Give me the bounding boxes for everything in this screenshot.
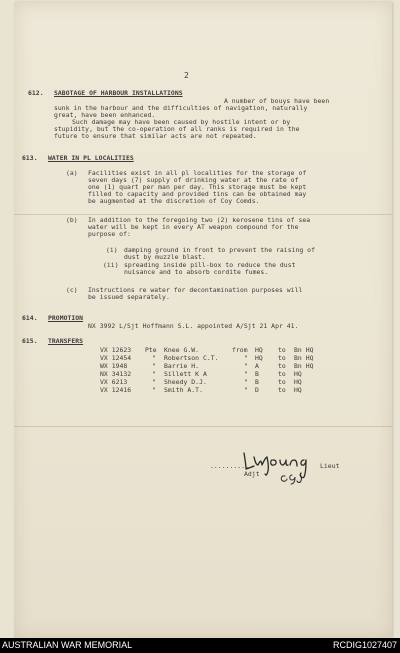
serial-cell: VX 6213 — [100, 378, 128, 386]
to-cell: Bn HQ — [294, 346, 314, 354]
item-marker: (c) — [66, 286, 78, 294]
body-line: NX 3992 L/Sjt Hoffmann S.L. appointed A/Sjt 21 Apr 41. — [88, 322, 299, 330]
rank-cell: " — [152, 354, 156, 362]
body-line: sunk in the harbour and the difficulties of navigation, naturally — [54, 104, 308, 112]
body-line: water will be kept in every AT weapon compound for the — [88, 223, 299, 231]
name-cell: Sillett K A — [164, 370, 207, 378]
from-label-cell: " — [244, 362, 248, 370]
to-label-cell: to — [278, 370, 286, 378]
section-heading: WATER IN PL LOCALITIES — [48, 154, 134, 162]
from-cell: HQ — [255, 346, 263, 354]
body-line: seven days (7) supply of drinking water at the rate of — [88, 176, 299, 184]
body-line: A number of bouys have been — [224, 97, 330, 105]
serial-cell: VX 12416 — [100, 386, 132, 394]
section-heading: PROMOTION — [48, 314, 84, 322]
document-page — [14, 2, 392, 638]
section-number: 613. — [22, 154, 38, 162]
signature-dots: ........... — [210, 462, 253, 470]
body-line: be issued separately. — [88, 293, 170, 301]
name-cell: Robertson C.T. — [164, 354, 219, 362]
rank-cell: " — [152, 362, 156, 370]
body-line: stupidity, but the co-operation of all ranks is required in the — [54, 125, 300, 133]
to-label-cell: to — [278, 378, 286, 386]
body-line: great, have been enhanced. — [54, 111, 156, 119]
to-label-cell: to — [278, 354, 286, 362]
rank-cell: " — [152, 378, 156, 386]
to-label-cell: to — [278, 346, 286, 354]
from-cell: D — [255, 386, 259, 394]
name-cell: Sheedy D.J. — [164, 378, 207, 386]
fold-crease — [14, 426, 392, 427]
body-line: be augmented at the discretion of Coy Comds. — [88, 197, 260, 205]
signature-rank: Lieut — [320, 462, 340, 470]
from-label-cell: " — [244, 370, 248, 378]
body-line: Instructions re water for decontamination purposes will — [88, 286, 303, 294]
body-line: dust by muzzle blast. — [124, 253, 206, 261]
from-cell: HQ — [255, 354, 263, 362]
from-cell: B — [255, 370, 259, 378]
rank-cell: " — [152, 370, 156, 378]
to-cell: Bn HQ — [294, 362, 314, 370]
body-line: future to ensure that similar acts are not repeated. — [54, 132, 257, 140]
to-cell: Bn HQ — [294, 354, 314, 362]
archive-name: AUSTRALIAN WAR MEMORIAL — [2, 640, 133, 650]
body-line: purpose of: — [88, 230, 131, 238]
section-number: 614. — [22, 314, 38, 322]
to-cell: HQ — [294, 386, 302, 394]
body-line: In addition to the foregoing two (2) kerosene tins of sea — [88, 216, 311, 224]
body-line: spreading inside pill-box to reduce the dust — [124, 261, 296, 269]
serial-cell: VX 12623 — [100, 346, 132, 354]
to-cell: HQ — [294, 370, 302, 378]
item-marker: (a) — [66, 169, 78, 177]
serial-cell: NX 34132 — [100, 370, 132, 378]
serial-cell: VX 12454 — [100, 354, 132, 362]
from-label-cell: from — [232, 346, 248, 354]
name-cell: Barrie H. — [164, 362, 200, 370]
from-cell: A — [255, 362, 259, 370]
handwritten-signature — [240, 451, 330, 485]
serial-cell: WX 1948 — [100, 362, 128, 370]
fold-crease — [14, 214, 392, 215]
body-line: nuisance and to absorb cordite fumes. — [124, 268, 269, 276]
name-cell: Smith A.T. — [164, 386, 203, 394]
section-number: 612. — [28, 89, 44, 97]
from-label-cell: " — [244, 354, 248, 362]
from-label-cell: " — [244, 378, 248, 386]
rank-cell: " — [152, 386, 156, 394]
body-line: damping ground in front to prevent the raising of — [124, 246, 315, 254]
body-line: filled to capacity and provided tins can be obtained may — [88, 190, 307, 198]
from-label-cell: " — [244, 386, 248, 394]
to-label-cell: to — [278, 386, 286, 394]
from-cell: B — [255, 378, 259, 386]
page-number: 2 — [184, 71, 189, 80]
to-cell: HQ — [294, 378, 302, 386]
name-cell: Knee G.W. — [164, 346, 200, 354]
body-line: one (1) quart per man per day. This storage must be kept — [88, 183, 307, 191]
section-heading: TRANSFERS — [48, 337, 84, 345]
subitem-marker: (ii) — [103, 261, 119, 269]
section-number: 615. — [22, 337, 38, 345]
rank-cell: Pte — [145, 346, 157, 354]
to-label-cell: to — [278, 362, 286, 370]
item-marker: (b) — [66, 216, 78, 224]
archive-footer-bar — [0, 638, 400, 653]
body-line: Such damage may have been caused by hostile intent or by — [72, 118, 291, 126]
subitem-marker: (i) — [106, 246, 118, 254]
section-heading: SABOTAGE OF HARBOUR INSTALLATIONS — [54, 89, 183, 97]
record-id: RCDIG1027407 — [332, 640, 397, 650]
body-line: Facilities exist in all pl localities for the storage of — [88, 169, 307, 177]
signature-title: Adjt — [244, 470, 260, 478]
